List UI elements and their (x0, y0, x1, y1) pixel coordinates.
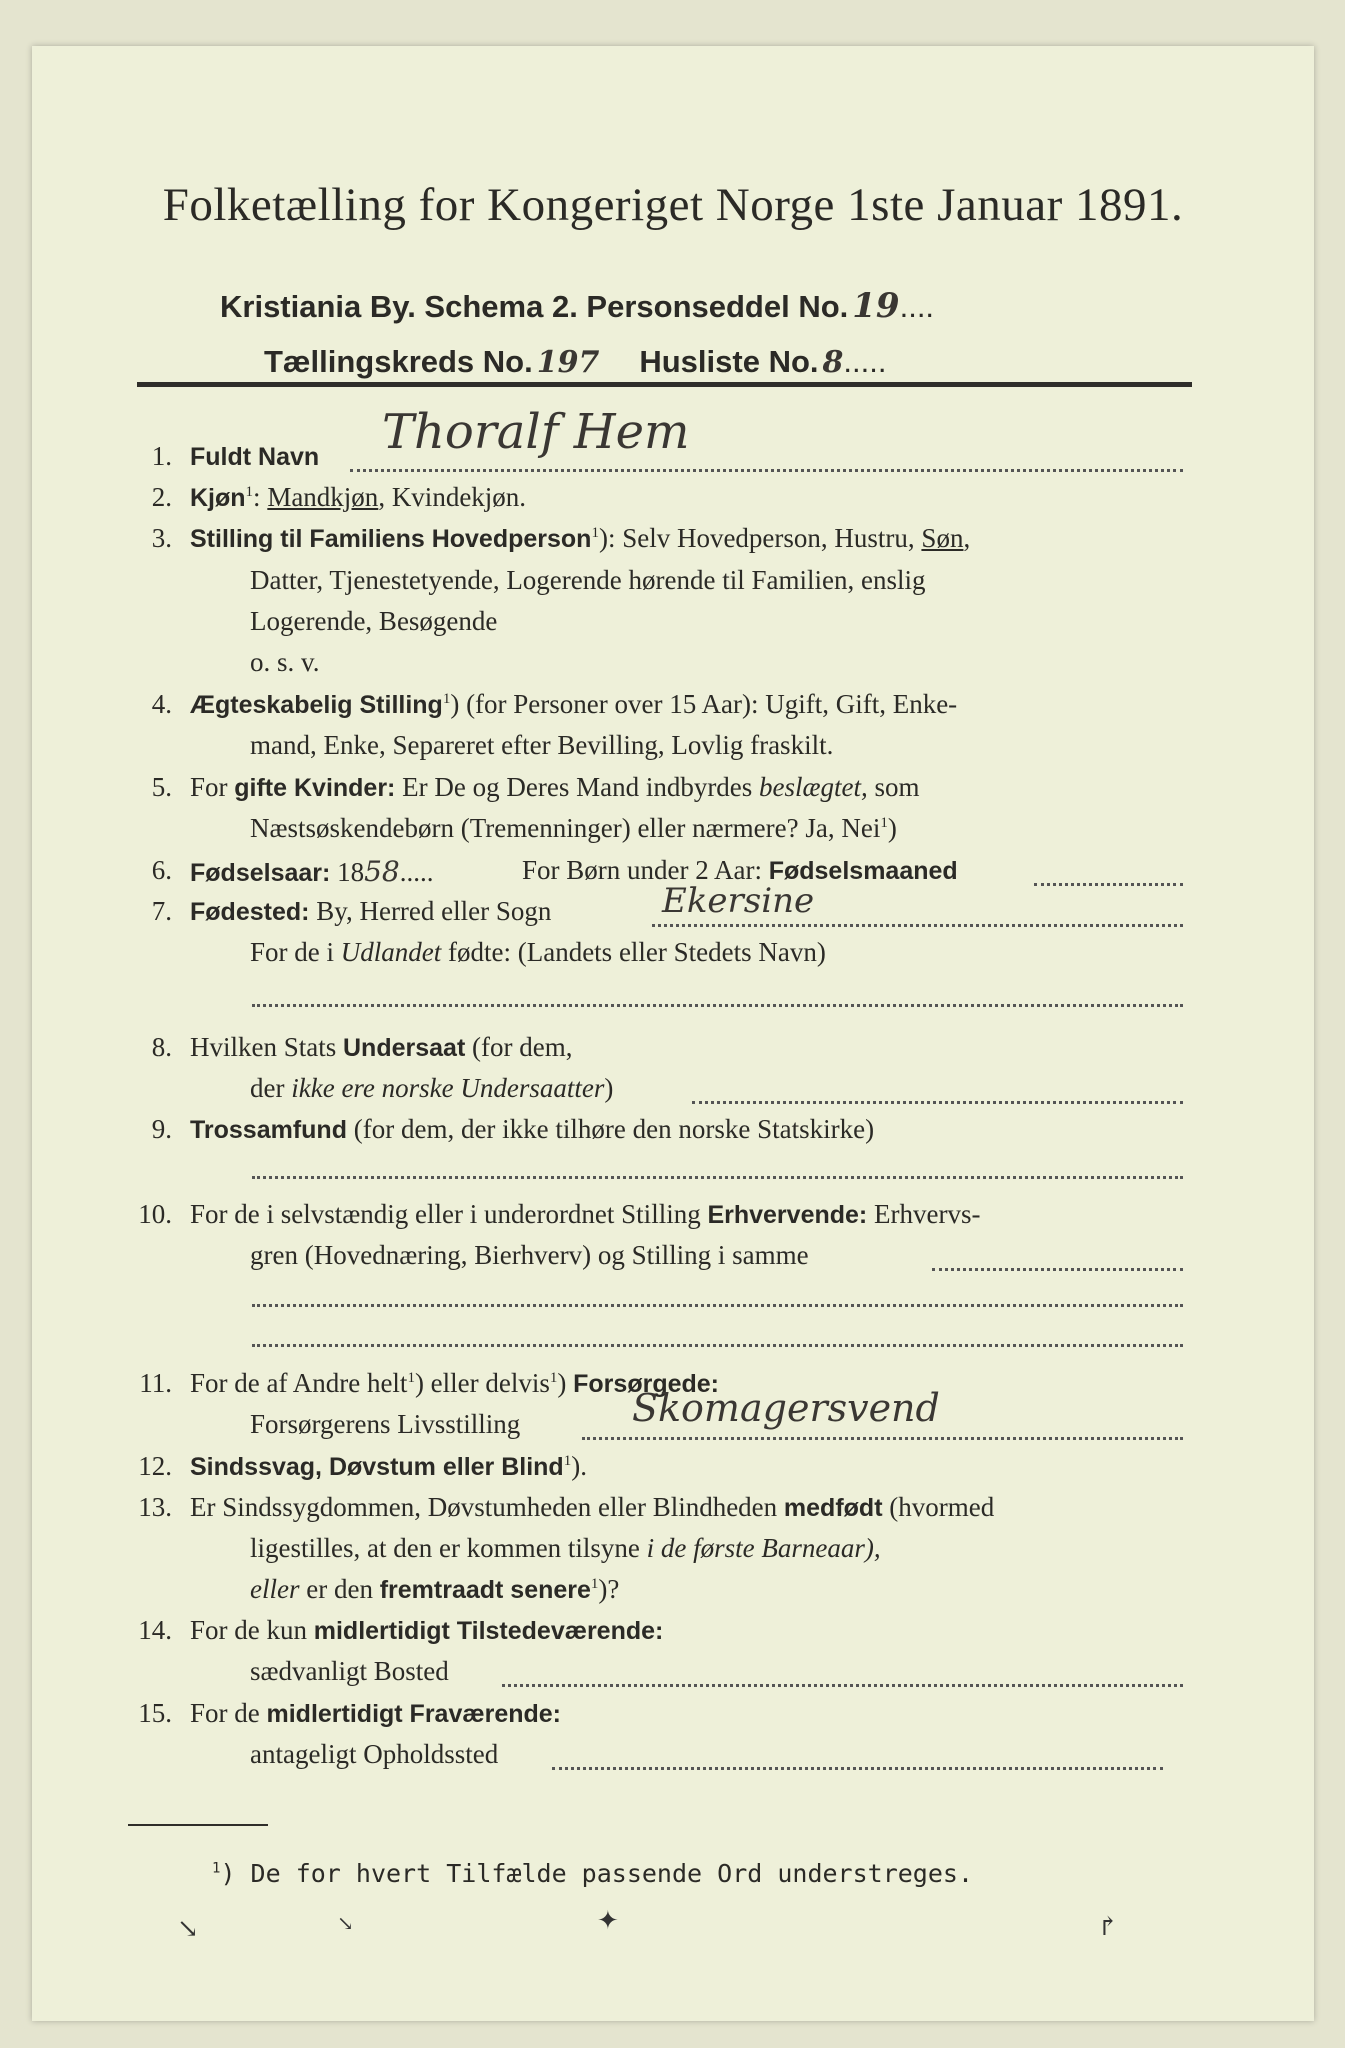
footnote-rule (128, 1824, 268, 1826)
q11-number: 11. (139, 1368, 172, 1398)
q9-label: Trossamfund (190, 1116, 347, 1144)
q13-later-label: fremtraadt senere (379, 1576, 591, 1604)
q6-children-text: For Børn under 2 Aar: (522, 855, 769, 885)
q15-answer-line (552, 1767, 1163, 1770)
q7-answer-line (652, 924, 1183, 927)
q8-number: 8. (151, 1032, 172, 1062)
header-rule (137, 382, 1192, 387)
schema-line: Kristiania By. Schema 2. Personseddel No. 19.... (220, 286, 935, 326)
q2-number: 2. (151, 482, 172, 512)
q10-answer-line-3 (252, 1344, 1183, 1347)
q14-answer-line (502, 1684, 1183, 1687)
q15-line2: antageligt Opholdssted (250, 1739, 499, 1769)
census-form-sheet: Folketælling for Kongeriget Norge 1ste Januar 1891. Kristiania By. Schema 2. Personseddel No. 19.... Tællingskreds No. 197 Husliste No. 8..... 1. Fuldt Navn Thoralf Hem 2. Kjøn$^1$: Mandkjøn, Kvindekjøn. 3. Stilling til Familiens Hovedperson$^1$): Selv Hovedperson, Hustru, Søn, Datter, Tjenestetyende, Logerende hørende til Familien, enslig Logerende, Besøgende o. s. v. 4. Ægteskabelig Stilling$^1$) (for Personer over 15 Aar): Ugift, Gift, Enke- mand, Enke, Separeret efter Bevilling, Lovlig fraskilt. 5. For gifte Kvinder: Er De og Deres Mand indbyrdes beslægtet, som Næstsøskendebørn (Tremenninger) eller nærmere? Ja, Nei$^1$) 6. Fødselsaar: 1858..... For Børn under 2 Aar: Fødselsmaaned 7. Fødested: By, Herred eller Sogn Ekersine For de i Udlandet fødte: (Landets eller Stedets Navn) 8. Hvilken Stats Undersaat (for dem, der ikke ere norske Undersaatter) 9. Trossamfund (for dem, der ikke tilhøre den norske Statskirke) 10. For de i selvstændig eller i underordnet Stilling Erhvervende: Erhvervs- gren (Hovednæring, Bierhverv) og Stilling i samme 11. For de af Andre helt$^1$) eller delvis$^1$) Forsørgede: Forsørgerens Livsstilling Skomagersvend 12. Sindssvag, Døvstum eller Blind$^1$). 13. Er Sindssygdommen, Døvstumheden eller Blindheden medfødt (hvormed ligestilles, at den er kommen tilsyne i de første Barneaar), eller er den fremtraadt senere$^1$)? 14. For de kun midlertidigt Tilstedeværende: sædvanligt Bosted 15. For de midlertidigt Fraværende: antageligt Opholdssted $^1$) De for hvert Tilfælde passende Ord understreges. ↘ ↘ ✦ ↱ (32, 46, 1314, 2021)
q4-line2: mand, Enke, Separeret efter Bevilling, Lovlig fraskilt. (250, 730, 834, 760)
q1-label: Fuldt Navn (190, 443, 320, 471)
q3-line1: ): Selv Hovedperson, Hustru, (598, 523, 922, 553)
q12-number: 12. (138, 1451, 172, 1481)
q14-number: 14. (138, 1615, 172, 1645)
form-title: Folketælling for Kongeriget Norge 1ste Januar 1891. (162, 179, 1184, 231)
husliste-label: Husliste No. (639, 344, 819, 379)
stray-mark-4: ↱ (1097, 1912, 1119, 1942)
q7-line2: For de i Udlandet fødte: (Landets eller Stedets Navn) (250, 937, 826, 967)
q10-number: 10. (138, 1199, 172, 1229)
q7-foreign-line (252, 1004, 1183, 1007)
q5-line2: Næstsøskendebørn (Tremenninger) eller nærmere? Ja, Nei (250, 813, 881, 843)
q15-number: 15. (138, 1698, 172, 1728)
q3-son: Søn (921, 523, 964, 553)
q3-line4: o. s. v. (250, 647, 320, 677)
q13-line2: ligestilles, at den er kommen tilsyne i de første Barneaar), (250, 1533, 881, 1563)
q4-line1: ) (for Personer over 15 Aar): Ugift, Gift, Enke- (450, 689, 958, 719)
schema-text: Kristiania By. Schema 2. Personseddel No. (220, 289, 849, 324)
stray-mark-1: ↘ (177, 1914, 199, 1944)
q5-line2-wrap: Næstsøskendebørn (Tremenninger) eller nærmere? Ja, Nei$^1$) (250, 813, 897, 843)
kreds-number: 197 (536, 345, 600, 380)
footnote: $^1$) De for hvert Tilfælde passende Ord understreges. (212, 1859, 974, 1888)
q6-birth-month-label: Fødselsmaaned (768, 857, 958, 885)
q3-line2: Datter, Tjenestetyende, Logerende hørende til Familien, enslig (250, 565, 926, 595)
q8-label: Undersaat (343, 1034, 466, 1062)
q13-number: 13. (138, 1492, 172, 1522)
q5-related: beslægtet, (759, 772, 868, 802)
q10-label: Erhvervende: (707, 1201, 868, 1229)
q8-line2: der ikke ere norske Undersaatter) (250, 1073, 614, 1103)
q11-label: Forsørgede: (573, 1370, 719, 1398)
q4-number: 4. (151, 689, 172, 719)
q2-option-male: Mandkjøn (267, 482, 379, 512)
q5-line1: Er De og Deres Mand indbyrdes (395, 772, 760, 802)
q15-label: midlertidigt Fraværende: (266, 1700, 561, 1728)
q8-not-norwegian: ikke ere norske Undersaatter (291, 1073, 605, 1103)
q11-answer-line (582, 1437, 1183, 1440)
q11-answer-occupation: Skomagersvend (632, 1386, 940, 1430)
q5-label: gifte Kvinder: (234, 774, 396, 802)
q14-line2: sædvanligt Bosted (250, 1656, 449, 1686)
q9-line1: (for dem, der ikke tilhøre den norske Statskirke) (346, 1114, 875, 1144)
q7-number: 7. (151, 896, 172, 926)
footnote-text: De for hvert Tilfælde passende Ord understreges. (250, 1859, 974, 1888)
q9-answer-line (252, 1176, 1183, 1179)
kreds-label: Tællingskreds No. (264, 344, 533, 379)
q6-answer-line (1034, 883, 1183, 886)
q13-childhood: i de første Barneaar), (646, 1533, 881, 1563)
q11-line2: Forsørgerens Livsstilling (250, 1409, 521, 1439)
q3-label: Stilling til Familiens Hovedperson (190, 525, 592, 553)
personseddel-number: 19 (852, 286, 900, 326)
q9-number: 9. (151, 1114, 172, 1144)
q5-number: 5. (151, 772, 172, 802)
q2-label: Kjøn (190, 484, 246, 512)
q10-answer-line-2 (252, 1304, 1183, 1307)
q10-line2: gren (Hovednæring, Bierhverv) og Stilling i samme (250, 1240, 809, 1270)
q1-answer-line (350, 469, 1183, 472)
stray-mark-3: ✦ (597, 1906, 619, 1936)
q1-answer-name: Thoralf Hem (382, 404, 690, 460)
q8-answer-line (692, 1101, 1183, 1104)
q6-year-prefix: 18 (330, 857, 365, 887)
q6-year-handwritten: 58 (364, 855, 400, 888)
q6-number: 6. (151, 855, 172, 885)
q7-abroad: Udlandet (340, 937, 442, 967)
q12-label: Sindssvag, Døvstum eller Blind (190, 1453, 564, 1481)
q13-label: medfødt (783, 1494, 883, 1522)
q3-number: 3. (151, 523, 172, 553)
q7-line1: By, Herred eller Sogn (309, 896, 552, 926)
stray-mark-2: ↘ (337, 1911, 354, 1935)
q3-line3: Logerende, Besøgende (250, 606, 498, 636)
q6-label: Fødselsaar: (190, 859, 331, 887)
husliste-number: 8 (822, 345, 844, 380)
kreds-line: Tællingskreds No. 197 Husliste No. 8..... (264, 344, 887, 380)
q2-option-female: , Kvindekjøn. (378, 482, 527, 512)
q4-label: Ægteskabelig Stilling (190, 691, 443, 719)
q14-label: midlertidigt Tilstedeværende: (313, 1617, 664, 1645)
q13-line3: eller er den fremtraadt senere$^1$)? (250, 1574, 620, 1604)
q7-label: Fødested: (190, 898, 310, 926)
q7-answer-birthplace: Ekersine (662, 881, 815, 921)
q2-sup: 1 (245, 484, 254, 500)
q10-answer-line-1 (932, 1268, 1183, 1271)
q1-number: 1. (151, 441, 172, 471)
